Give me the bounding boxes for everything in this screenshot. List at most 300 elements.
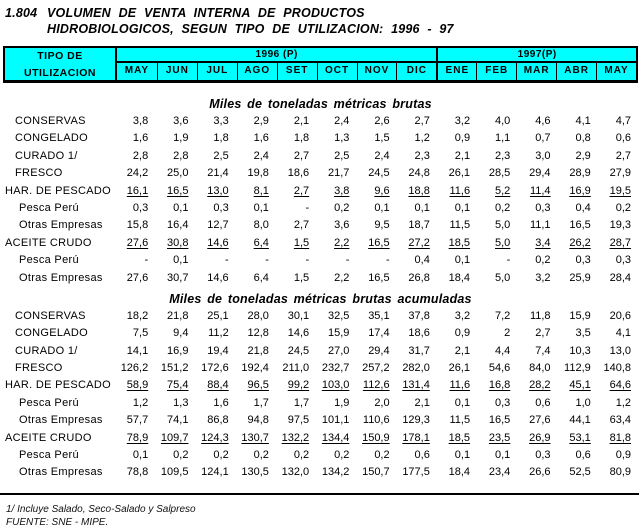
- value-cell: -: [305, 254, 310, 267]
- stub-header-line-2: UTILIZACION: [24, 67, 96, 79]
- value-cell: 21,8: [167, 309, 189, 322]
- section-heading: Miles de toneladas métricas brutas: [209, 97, 432, 111]
- table-row: [3, 270, 638, 287]
- value-cell: 192,4: [241, 362, 269, 375]
- value-cell: 84,0: [529, 362, 551, 375]
- month-header-mar-10: MAR: [516, 63, 556, 80]
- value-cell: 74,1: [167, 414, 189, 427]
- row-label: Otras Empresas: [19, 219, 103, 232]
- value-cell: 2,7: [293, 219, 310, 232]
- value-cell: 25,0: [167, 167, 189, 180]
- value-cell: 0,3: [535, 449, 551, 462]
- value-cell: 64,6: [609, 379, 631, 392]
- row-label: ACEITE CRUDO: [5, 236, 92, 249]
- value-cell: 3,8: [334, 184, 350, 197]
- value-cell: 130,5: [241, 466, 269, 479]
- row-label: CURADO 1/: [15, 149, 78, 162]
- value-cell: 2,4: [334, 115, 350, 127]
- value-cell: 52,5: [569, 466, 591, 479]
- value-cell: 0,1: [374, 201, 390, 214]
- value-cell: 6,4: [253, 271, 269, 284]
- table-row: [3, 148, 638, 165]
- value-cell: 0,2: [293, 449, 310, 462]
- value-cell: 45,1: [569, 379, 591, 392]
- month-header-jul-2: JUL: [197, 63, 237, 80]
- value-cell: 150,9: [362, 431, 390, 444]
- value-cell: 28,7: [609, 236, 631, 249]
- value-cell: 25,1: [207, 309, 229, 322]
- value-cell: 1,5: [374, 132, 390, 145]
- row-label: CURADO 1/: [15, 344, 78, 357]
- value-cell: 23,5: [488, 431, 511, 444]
- value-cell: 178,1: [402, 431, 430, 444]
- month-header-ago-3: AGO: [237, 63, 277, 80]
- table-row: [3, 130, 638, 147]
- value-cell: 2,7: [615, 149, 631, 162]
- value-cell: 10,3: [569, 344, 591, 357]
- value-cell: 101,1: [321, 414, 350, 427]
- value-cell: 129,3: [402, 414, 430, 427]
- value-cell: 3,5: [575, 327, 591, 340]
- value-cell: -: [506, 254, 511, 267]
- value-cell: 134,2: [321, 466, 350, 479]
- value-cell: 2,7: [414, 115, 430, 127]
- value-cell: 0,1: [132, 449, 149, 462]
- value-cell: 16,9: [569, 184, 591, 197]
- row-label: Otras Empresas: [19, 466, 103, 479]
- value-cell: 16,5: [368, 236, 390, 249]
- value-cell: 1,3: [334, 132, 350, 145]
- value-cell: 58,9: [126, 379, 149, 392]
- value-cell: 177,5: [402, 466, 430, 479]
- value-cell: 23,4: [488, 466, 511, 479]
- table-row: [3, 252, 638, 269]
- month-header-dic-7: DIC: [396, 63, 436, 80]
- value-cell: 86,8: [207, 414, 229, 427]
- value-cell: 11,8: [529, 309, 551, 322]
- value-cell: 99,2: [287, 379, 310, 392]
- value-cell: 282,0: [402, 362, 430, 375]
- value-cell: 134,4: [321, 431, 350, 444]
- row-label: Pesca Perú: [19, 449, 79, 462]
- value-cell: 2,9: [575, 149, 591, 162]
- value-cell: 2,7: [535, 327, 551, 340]
- value-cell: 0,2: [615, 201, 631, 214]
- value-cell: 0,3: [575, 254, 591, 267]
- value-cell: 140,8: [603, 362, 631, 375]
- value-cell: 20,6: [609, 309, 631, 322]
- value-cell: 31,7: [408, 344, 430, 357]
- value-cell: 54,6: [488, 362, 511, 375]
- value-cell: 28,4: [609, 271, 631, 284]
- value-cell: 81,8: [609, 431, 631, 444]
- value-cell: 7,4: [535, 344, 551, 357]
- table-body: [3, 97, 638, 482]
- month-header-ene-8: ENE: [436, 63, 476, 80]
- row-label: Pesca Perú: [19, 396, 79, 409]
- month-header-may-0: MAY: [124, 65, 150, 76]
- value-cell: 29,4: [368, 344, 390, 357]
- value-cell: 28,0: [247, 309, 269, 322]
- value-cell: 1,7: [293, 396, 310, 409]
- value-cell: 5,2: [495, 184, 511, 197]
- value-cell: 124,1: [201, 466, 229, 479]
- month-header-feb-9: FEB: [476, 63, 516, 80]
- value-cell: 112,9: [564, 362, 591, 375]
- value-cell: 109,7: [160, 431, 189, 444]
- table-row: [3, 360, 638, 377]
- value-cell: 27,9: [609, 167, 631, 180]
- value-cell: 0,1: [495, 449, 511, 462]
- value-cell: 0,3: [213, 201, 229, 214]
- value-cell: 16,5: [167, 184, 189, 197]
- value-cell: 0,2: [374, 449, 390, 462]
- value-cell: 0,9: [615, 449, 631, 462]
- value-cell: 24,8: [408, 167, 430, 180]
- value-cell: 9,5: [374, 219, 390, 232]
- value-cell: 14,6: [207, 236, 229, 249]
- value-cell: 78,8: [126, 466, 149, 479]
- stub-header-line-1: TIPO DE: [37, 50, 83, 62]
- value-cell: 26,9: [529, 431, 551, 444]
- value-cell: 27,6: [126, 236, 149, 249]
- value-cell: 257,2: [362, 362, 390, 375]
- value-cell: 26,1: [448, 167, 471, 180]
- value-cell: 1,2: [615, 396, 631, 409]
- row-label: Otras Empresas: [19, 271, 103, 284]
- value-cell: 35,1: [368, 309, 390, 322]
- value-cell: 0,9: [454, 327, 471, 340]
- value-cell: 2,5: [213, 149, 229, 162]
- value-cell: 4,6: [535, 115, 551, 127]
- table-row: [3, 430, 638, 447]
- value-cell: 32,5: [327, 309, 350, 322]
- stub-header: [5, 48, 117, 80]
- table-header: [3, 46, 638, 83]
- value-cell: 19,5: [609, 184, 631, 197]
- value-cell: 94,8: [247, 414, 269, 427]
- value-cell: 1,6: [132, 132, 149, 145]
- value-cell: 0,2: [213, 449, 229, 462]
- row-label: FRESCO: [15, 167, 63, 180]
- value-cell: 2,7: [293, 149, 310, 162]
- value-cell: -: [225, 254, 229, 267]
- value-cell: 2,2: [334, 271, 350, 284]
- row-label: HAR. DE PESCADO: [5, 184, 111, 197]
- title-line-2: HIDROBIOLOGICOS, SEGUN TIPO DE UTILIZACION: 1996 - 97: [47, 22, 454, 36]
- value-cell: 0,1: [414, 201, 430, 214]
- value-cell: 0,2: [253, 449, 269, 462]
- value-cell: 26,6: [529, 466, 551, 479]
- value-cell: 0,1: [173, 201, 189, 214]
- value-cell: 2,1: [293, 115, 310, 127]
- value-cell: 5,0: [495, 271, 511, 284]
- value-cell: 0,1: [454, 449, 471, 462]
- value-cell: 0,1: [173, 254, 189, 267]
- value-cell: 1,5: [293, 236, 310, 249]
- value-cell: -: [265, 254, 269, 267]
- value-cell: 103,0: [321, 379, 350, 392]
- value-cell: 0,6: [414, 449, 430, 462]
- table-number: 1.804: [5, 6, 38, 20]
- value-cell: 2,4: [253, 149, 269, 162]
- value-cell: 27,6: [529, 414, 551, 427]
- row-label: CONSERVAS: [15, 115, 86, 127]
- value-cell: 97,5: [287, 414, 310, 427]
- value-cell: 1,9: [334, 396, 350, 409]
- value-cell: 1,6: [253, 132, 269, 145]
- value-cell: 124,3: [201, 431, 229, 444]
- table-row: [3, 113, 638, 130]
- value-cell: 6,4: [253, 236, 269, 249]
- value-cell: 96,5: [247, 379, 269, 392]
- row-label: CONGELADO: [15, 327, 88, 340]
- title-line-1: VOLUMEN DE VENTA INTERNA DE PRODUCTOS: [47, 6, 365, 20]
- value-cell: 19,8: [247, 167, 269, 180]
- value-cell: 3,2: [454, 309, 471, 322]
- value-cell: 63,4: [609, 414, 631, 427]
- table-row: [3, 165, 638, 182]
- value-cell: 132,0: [281, 466, 310, 479]
- month-header-nov-6: NOV: [357, 63, 397, 80]
- value-cell: 126,2: [120, 362, 149, 375]
- value-cell: 14,6: [207, 271, 229, 284]
- value-cell: 16,1: [126, 184, 149, 197]
- footnote-1: 1/ Incluye Salado, Seco-Salado y Salpreso: [6, 503, 196, 515]
- value-cell: 2,0: [374, 396, 390, 409]
- value-cell: 11,1: [529, 219, 551, 232]
- value-cell: 172,6: [201, 362, 229, 375]
- value-cell: 2,1: [414, 396, 430, 409]
- value-cell: 3,6: [173, 115, 189, 127]
- row-label: Pesca Perú: [19, 254, 79, 267]
- value-cell: 30,8: [167, 236, 189, 249]
- table-row: [3, 235, 638, 252]
- value-cell: 78,9: [126, 431, 149, 444]
- value-cell: 2,3: [495, 149, 511, 162]
- value-cell: 132,2: [281, 431, 310, 444]
- value-cell: 4,0: [495, 115, 511, 127]
- value-cell: 44,1: [569, 414, 591, 427]
- value-cell: 7,2: [495, 309, 511, 322]
- value-cell: 110,6: [362, 414, 390, 427]
- year-group-1996: 1996 (P): [117, 48, 436, 63]
- value-cell: 0,4: [575, 201, 591, 214]
- value-cell: 0,1: [454, 254, 471, 267]
- value-cell: -: [144, 254, 149, 267]
- value-cell: 1,5: [293, 271, 310, 284]
- value-cell: 11,6: [449, 184, 471, 197]
- value-cell: 14,1: [126, 344, 149, 357]
- value-cell: 7,5: [132, 327, 149, 340]
- value-cell: 27,0: [327, 344, 350, 357]
- value-cell: 13,0: [207, 184, 229, 197]
- table-row: [3, 183, 638, 200]
- value-cell: 0,9: [454, 132, 471, 145]
- value-cell: 11,5: [449, 414, 471, 427]
- value-cell: 25,9: [569, 271, 591, 284]
- value-cell: 0,3: [132, 201, 149, 214]
- value-cell: 1,8: [293, 132, 310, 145]
- value-cell: 2,8: [173, 149, 189, 162]
- value-cell: 2,1: [454, 149, 471, 162]
- value-cell: 151,2: [160, 362, 189, 375]
- month-header-abr-11: ABR: [556, 63, 596, 80]
- value-cell: 4,4: [495, 344, 511, 357]
- value-cell: 18,5: [448, 236, 471, 249]
- value-cell: 2,1: [454, 344, 471, 357]
- value-cell: -: [305, 201, 310, 214]
- value-cell: 30,7: [167, 271, 189, 284]
- value-cell: 21,4: [207, 167, 229, 180]
- value-cell: 30,1: [287, 309, 310, 322]
- value-cell: 1,2: [132, 396, 149, 409]
- value-cell: 0,8: [575, 132, 591, 145]
- value-cell: 28,2: [529, 379, 551, 392]
- value-cell: 0,6: [535, 396, 551, 409]
- value-cell: 53,1: [569, 431, 591, 444]
- value-cell: 27,2: [408, 236, 430, 249]
- value-cell: 1,2: [414, 132, 430, 145]
- table-row: [3, 412, 638, 429]
- month-header-jun-1: JUN: [157, 63, 197, 80]
- value-cell: 21,8: [247, 344, 269, 357]
- value-cell: 0,2: [535, 254, 551, 267]
- value-cell: 15,9: [327, 327, 350, 340]
- row-label: Otras Empresas: [19, 414, 103, 427]
- value-cell: 0,1: [454, 396, 471, 409]
- value-cell: 9,4: [173, 327, 189, 340]
- table-row: [3, 464, 638, 481]
- value-cell: 2,2: [334, 236, 350, 249]
- section-heading: Miles de toneladas métricas brutas acumuladas: [169, 291, 472, 306]
- value-cell: 5,0: [495, 236, 511, 249]
- value-cell: 2: [504, 327, 511, 340]
- value-cell: 37,8: [408, 309, 430, 322]
- value-cell: 13,0: [609, 344, 631, 357]
- table-row: [3, 377, 638, 394]
- table-row: [3, 325, 638, 342]
- footnotes: [0, 495, 641, 528]
- value-cell: 26,2: [569, 236, 591, 249]
- value-cell: 18,4: [448, 271, 471, 284]
- value-cell: 16,5: [488, 414, 511, 427]
- value-cell: 3,3: [213, 115, 229, 127]
- value-cell: 2,3: [414, 149, 430, 162]
- value-cell: 28,5: [488, 167, 511, 180]
- value-cell: 1,0: [575, 396, 591, 409]
- value-cell: 19,3: [609, 219, 631, 232]
- value-cell: 0,3: [535, 201, 551, 214]
- value-cell: 112,6: [362, 379, 390, 392]
- value-cell: 27,6: [126, 271, 149, 284]
- value-cell: 17,4: [368, 327, 390, 340]
- value-cell: 0,2: [334, 201, 350, 214]
- value-cell: 88,4: [207, 379, 229, 392]
- value-cell: 2,6: [374, 115, 390, 127]
- value-cell: 80,9: [609, 466, 631, 479]
- value-cell: 24,5: [287, 344, 310, 357]
- value-cell: 3,4: [535, 236, 551, 249]
- value-cell: 16,4: [167, 219, 189, 232]
- row-label: ACEITE CRUDO: [5, 431, 92, 444]
- value-cell: 3,6: [334, 219, 350, 232]
- value-cell: 4,1: [575, 115, 591, 127]
- row-label: CONGELADO: [15, 132, 88, 145]
- value-cell: 2,8: [132, 149, 149, 162]
- value-cell: 1,7: [253, 396, 269, 409]
- value-cell: 1,9: [173, 132, 189, 145]
- value-cell: 3,2: [535, 271, 551, 284]
- table-row: [3, 200, 638, 217]
- year-group-1997: 1997(P): [436, 48, 636, 63]
- value-cell: 11,4: [529, 184, 551, 197]
- table-row: [3, 308, 638, 325]
- value-cell: 0,1: [454, 201, 471, 214]
- value-cell: 24,5: [368, 167, 390, 180]
- value-cell: 57,7: [126, 414, 149, 427]
- value-cell: 3,2: [454, 115, 471, 127]
- value-cell: 211,0: [282, 362, 310, 375]
- value-cell: 18,5: [448, 431, 471, 444]
- value-cell: 11,2: [208, 327, 229, 340]
- value-cell: -: [345, 254, 350, 267]
- value-cell: 18,6: [408, 327, 430, 340]
- table-row: [3, 343, 638, 360]
- value-cell: 0,1: [253, 201, 269, 214]
- value-cell: 2,5: [334, 149, 350, 162]
- value-cell: 18,6: [287, 167, 310, 180]
- value-cell: 8,0: [253, 219, 269, 232]
- value-cell: 11,6: [449, 379, 471, 392]
- value-cell: 28,9: [569, 167, 591, 180]
- row-label: HAR. DE PESCADO: [5, 379, 111, 392]
- value-cell: 0,2: [334, 449, 350, 462]
- title-text: [47, 5, 454, 37]
- value-cell: 15,9: [569, 309, 591, 322]
- value-cell: 4,1: [615, 327, 631, 340]
- value-cell: 8,1: [253, 184, 269, 197]
- value-cell: 18,8: [408, 184, 430, 197]
- value-cell: 5,0: [495, 219, 511, 232]
- table-row: [3, 447, 638, 464]
- value-cell: 0,7: [535, 132, 551, 145]
- value-cell: 18,2: [126, 309, 149, 322]
- value-cell: 26,8: [408, 271, 430, 284]
- value-cell: 16,9: [167, 344, 189, 357]
- value-cell: 2,4: [374, 149, 390, 162]
- value-cell: 15,8: [126, 219, 149, 232]
- value-cell: 16,5: [569, 219, 591, 232]
- value-cell: 2,7: [293, 184, 310, 197]
- table-row: [3, 395, 638, 412]
- value-cell: 18,4: [448, 466, 471, 479]
- value-cell: 0,6: [575, 449, 591, 462]
- value-cell: -: [385, 254, 390, 267]
- value-cell: 1,1: [495, 132, 511, 145]
- value-cell: 0,2: [495, 201, 511, 214]
- row-label: CONSERVAS: [15, 309, 86, 322]
- value-cell: 29,4: [529, 167, 551, 180]
- value-cell: 0,6: [615, 132, 631, 145]
- value-cell: 19,4: [207, 344, 229, 357]
- value-cell: 18,7: [408, 219, 430, 232]
- value-cell: 12,7: [207, 219, 229, 232]
- value-cell: 16,5: [368, 271, 390, 284]
- value-cell: 0,3: [495, 396, 511, 409]
- table-row: [3, 217, 638, 234]
- value-cell: 1,3: [173, 396, 189, 409]
